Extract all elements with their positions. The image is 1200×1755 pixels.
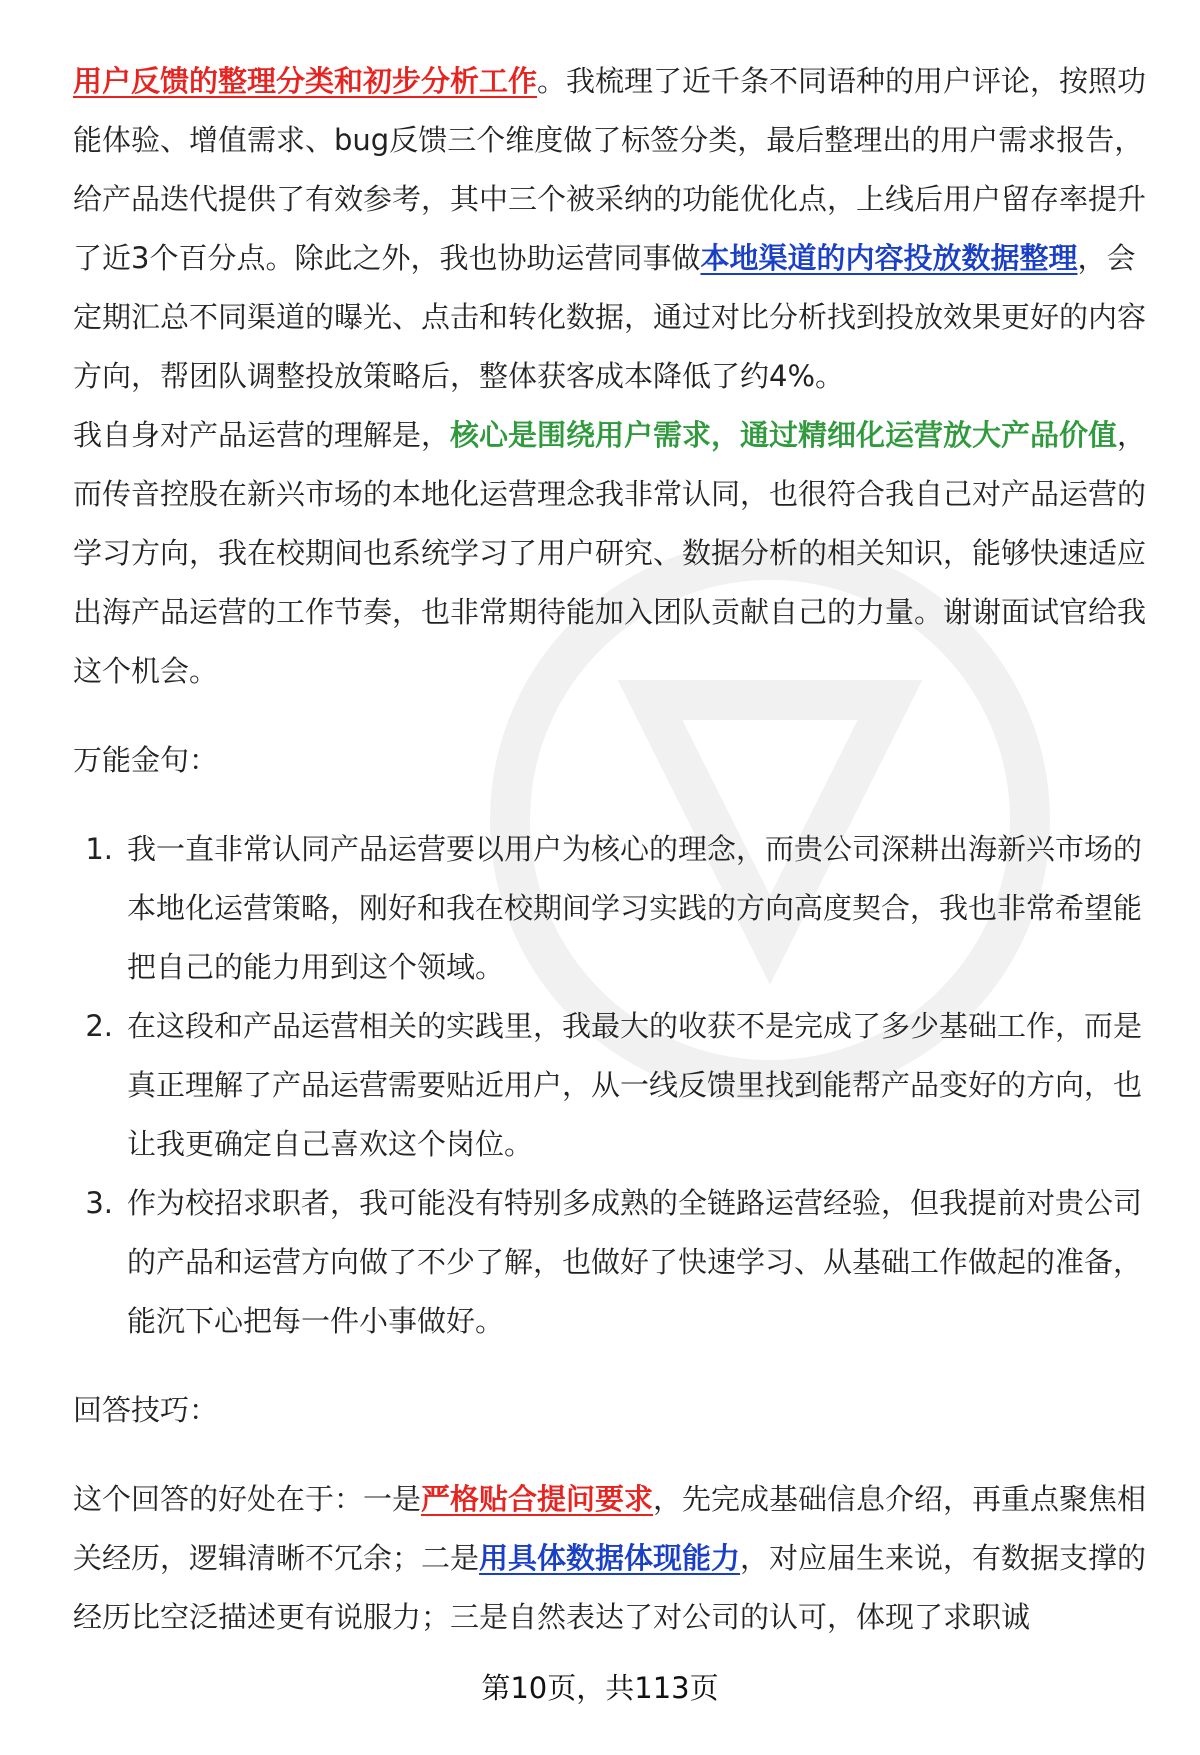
- tips-text-2: ，先完成基础信息介绍，再重点聚焦相关经历，逻辑清晰不冗余；二是: [73, 1482, 1147, 1575]
- intro-text-2: ，会定期汇总不同渠道的曝光、点击和转化数据，通过对比分析找到投放效果更好的内容方向，帮团队调整投放策略后，整体获客成本降低了约4%。: [73, 241, 1147, 393]
- intro-paragraph: [73, 52, 1153, 406]
- list-item-number: 1.: [85, 832, 113, 866]
- list-item-number: 3.: [85, 1186, 113, 1220]
- list-item: [85, 820, 1153, 997]
- list-item: [85, 997, 1153, 1174]
- highlight-channel-data: 本地渠道的内容投放数据整理: [700, 241, 1078, 275]
- highlight-data-ability: 用具体数据体现能力: [479, 1541, 741, 1575]
- tips-text-1: 这个回答的好处在于：一是: [73, 1482, 422, 1516]
- page-number-footer: 第10页，共113页: [481, 1671, 719, 1705]
- document-body: [73, 52, 1153, 1647]
- list-item-number: 2.: [85, 1009, 113, 1043]
- tips-paragraph: [73, 1470, 1153, 1647]
- highlight-core-understanding: 核心是围绕用户需求，通过精细化运营放大产品价值: [450, 418, 1118, 452]
- understanding-text-1: 我自身对产品运营的理解是，: [73, 418, 451, 452]
- understanding-text-2: ，而传音控股在新兴市场的本地化运营理念我非常认同，也很符合我自己对产品运营的学习方向，我在校期间也系统学习了用户研究、数据分析的相关知识，能够快速适应出海产品运营的工作节奏，也非常期待能加入团队贡献自己的力量。谢谢面试官给我这个机会。: [73, 418, 1147, 688]
- spacer: [73, 1440, 1153, 1470]
- tips-text-3: ，对应届生来说，有数据支撑的经历比空泛描述更有说服力；三是自然表达了对公司的认可，体现了求职诚: [73, 1541, 1147, 1634]
- tips-title: 回答技巧：: [73, 1393, 219, 1427]
- highlight-user-feedback: 用户反馈的整理分类和初步分析工作: [73, 64, 538, 98]
- golden-phrases-title: 万能金句：: [73, 743, 219, 777]
- list-item-text: 在这段和产品运营相关的实践里，我最大的收获不是完成了多少基础工作，而是真正理解了产品运营需要贴近用户，从一线反馈里找到能帮产品变好的方向，也让我更确定自己喜欢这个岗位。: [127, 1009, 1143, 1161]
- golden-phrases-list: [73, 820, 1153, 1351]
- intro-text-1: 。我梳理了近千条不同语种的用户评论，按照功能体验、增值需求、bug反馈三个维度做了标签分类，最后整理出的用户需求报告，给产品迭代提供了有效参考，其中三个被采纳的功能优化点，上线后用户留存率提升了近3个百分点。除此之外，我也协助运营同事做: [73, 64, 1147, 275]
- understanding-paragraph: [73, 406, 1153, 701]
- highlight-fit-question: 严格贴合提问要求: [421, 1482, 654, 1516]
- list-item: [85, 1174, 1153, 1351]
- list-item-text: 作为校招求职者，我可能没有特别多成熟的全链路运营经验，但我提前对贵公司的产品和运营方向做了不少了解，也做好了快速学习、从基础工作做起的准备，能沉下心把每一件小事做好。: [127, 1186, 1143, 1338]
- list-item-text: 我一直非常认同产品运营要以用户为核心的理念，而贵公司深耕出海新兴市场的本地化运营策略，刚好和我在校期间学习实践的方向高度契合，我也非常希望能把自己的能力用到这个领域。: [127, 832, 1143, 984]
